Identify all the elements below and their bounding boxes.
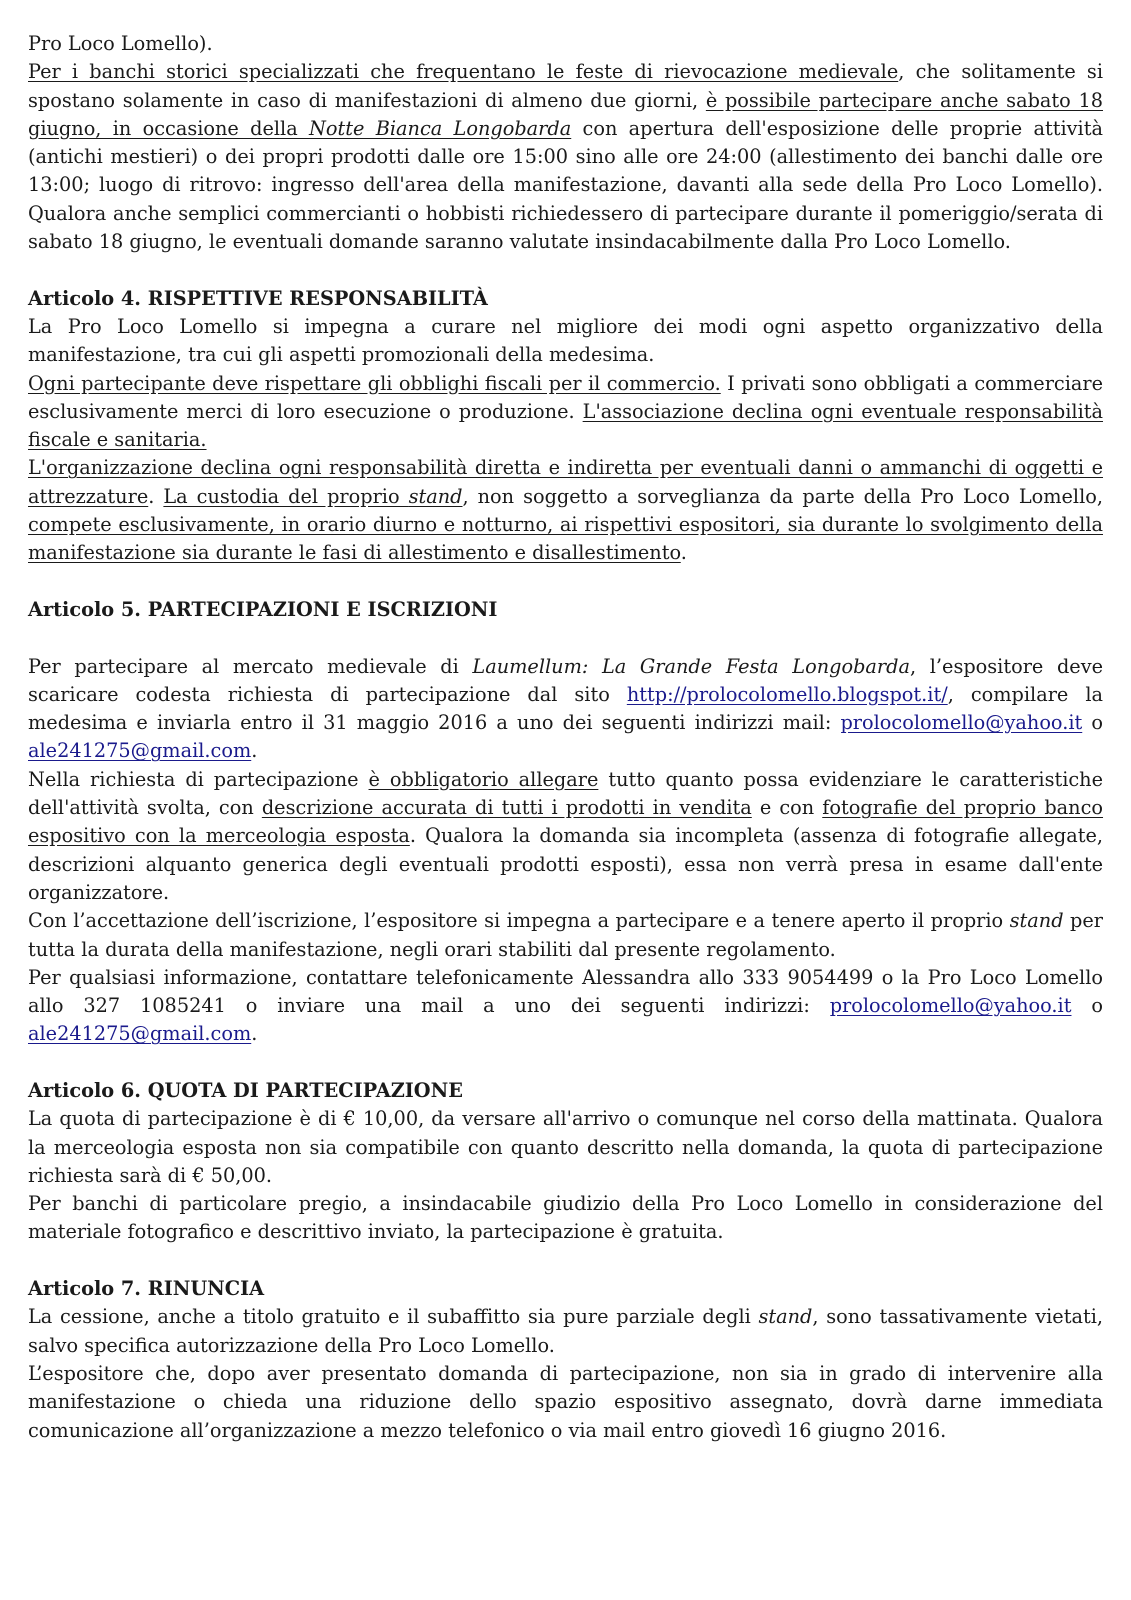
document-page [28, 30, 1103, 1445]
email-link-gmail[interactable]: ale241275@gmail.com [28, 1022, 252, 1046]
article-5-paragraph-4: Per qualsiasi informazione, contattare telefonicamente Alessandra allo 333 9054499 o la Pro Loco Lomello allo 327 1085241 o inviare una mail a uno dei seguenti indirizzi: prolocolomello@yahoo.it o ale241275@gmail.com. [28, 965, 1103, 1046]
spacer [28, 568, 1103, 596]
email-link-yahoo[interactable]: prolocolomello@yahoo.it [840, 711, 1083, 735]
email-link-gmail[interactable]: ale241275@gmail.com [28, 739, 252, 763]
article-6-paragraph-1: La quota di partecipazione è di € 10,00, da versare all'arrivo o comunque nel corso della mattinata. Qualora la merceologia esposta non sia compatibile con quanto descritto nella domanda, la quota di partecipazione richiesta sarà di € 50,00. [28, 1107, 1103, 1187]
paragraph-continuation: Pro Loco Lomello). [28, 32, 213, 55]
article-4-heading: Articolo 4. RISPETTIVE RESPONSABILITÀ [28, 286, 488, 310]
spacer [28, 1049, 1103, 1077]
article-6-paragraph-2: Per banchi di particolare pregio, a insindacabile giudizio della Pro Loco Lomello in considerazione del materiale fotografico e descrittivo inviato, la partecipazione è gratuita. [28, 1192, 1103, 1244]
paragraph-historic-stalls: Per i banchi storici specializzati che frequentano le feste di rievocazione medievale, che solitamente si spostano solamente in caso di manifestazioni di almeno due giorni, è possibile partecipare anche sabato 18 giugno, in occasione della Notte Bianca Longobarda con apertura dell'esposizione delle proprie attività (antichi mestieri) o dei propri prodotti dalle ore 15:00 sino alle ore 24:00 (allestimento dei banchi dalle ore 13:00; luogo di ritrovo: ingresso dell'area della manifestazione, davanti alla sede della Pro Loco Lomello). Qualora anche semplici commercianti o hobbisti richiedessero di partecipare durante il pomeriggio/serata di sabato 18 giugno, le eventuali domande saranno valutate insindacabilmente dalla Pro Loco Lomello. [28, 60, 1103, 254]
article-7-paragraph-1: La cessione, anche a titolo gratuito e il subaffitto sia pure parziale degli stand, sono tassativamente vietati, salvo specifica autorizzazione della Pro Loco Lomello. [28, 1305, 1103, 1357]
spacer [28, 256, 1103, 284]
article-4-paragraph-3: L'organizzazione declina ogni responsabilità diretta e indiretta per eventuali danni o ammanchi di oggetti e attrezzature. La custodia del proprio stand, non soggetto a sorveglianza da parte della Pro Loco Lomello, compete esclusivamente, in orario diurno e notturno, ai rispettivi espositori, sia durante lo svolgimento della manifestazione sia durante le fasi di allestimento e disallestimento. [28, 456, 1103, 565]
article-6-heading: Articolo 6. QUOTA DI PARTECIPAZIONE [28, 1078, 463, 1102]
article-7-paragraph-2: L’espositore che, dopo aver presentato domanda di partecipazione, non sia in grado di intervenire alla manifestazione o chieda una riduzione dello spazio espositivo assegnato, dovrà darne immediata comunicazione all’organizzazione a mezzo telefonico o via mail entro giovedì 16 giugno 2016. [28, 1361, 1103, 1442]
article-5-paragraph-2: Nella richiesta di partecipazione è obbligatorio allegare tutto quanto possa evidenziare le caratteristiche dell'attività svolta, con descrizione accurata di tutti i prodotti in vendita e con fotografie del proprio banco espositivo con la merceologia esposta. Qualora la domanda sia incompleta (assenza di fotografie allegate, descrizioni alquanto generica degli eventuali prodotti esposti), essa non verrà presa in esame dall'ente organizzatore. [28, 767, 1104, 904]
email-link-yahoo[interactable]: prolocolomello@yahoo.it [829, 994, 1072, 1018]
spacer [28, 1247, 1103, 1275]
article-5-paragraph-3: Con l’accettazione dell’iscrizione, l’espositore si impegna a partecipare e a tenere aperto il proprio stand per tutta la durata della manifestazione, negli orari stabiliti dal presente regolamento. [28, 909, 1103, 961]
article-7-heading: Articolo 7. RINUNCIA [28, 1277, 265, 1301]
spacer [28, 624, 1103, 652]
article-4-paragraph-2: Ogni partecipante deve rispettare gli obblighi fiscali per il commercio. I privati sono obbligati a commerciare esclusivamente merci di loro esecuzione o produzione. L'associazione declina ogni eventuale responsabilità fiscale e sanitaria. [28, 371, 1104, 452]
website-link[interactable]: http://prolocolomello.blogspot.it/ [626, 682, 948, 706]
article-4-paragraph-1: La Pro Loco Lomello si impegna a curare nel migliore dei modi ogni aspetto organizzativo della manifestazione, tra cui gli aspetti promozionali della medesima. [28, 314, 1103, 367]
article-5-heading: Articolo 5. PARTECIPAZIONI E ISCRIZIONI [28, 597, 498, 621]
article-5-paragraph-1: Per partecipare al mercato medievale di Laumellum: La Grande Festa Longobarda, l’espositore deve scaricare codesta richiesta di partecipazione dal sito http://prolocolomello.blogspot.it/, compilare la medesima e inviarla entro il 31 maggio 2016 a uno dei seguenti indirizzi mail: prolocolomello@yahoo.it o ale241275@gmail.com. [28, 654, 1104, 763]
